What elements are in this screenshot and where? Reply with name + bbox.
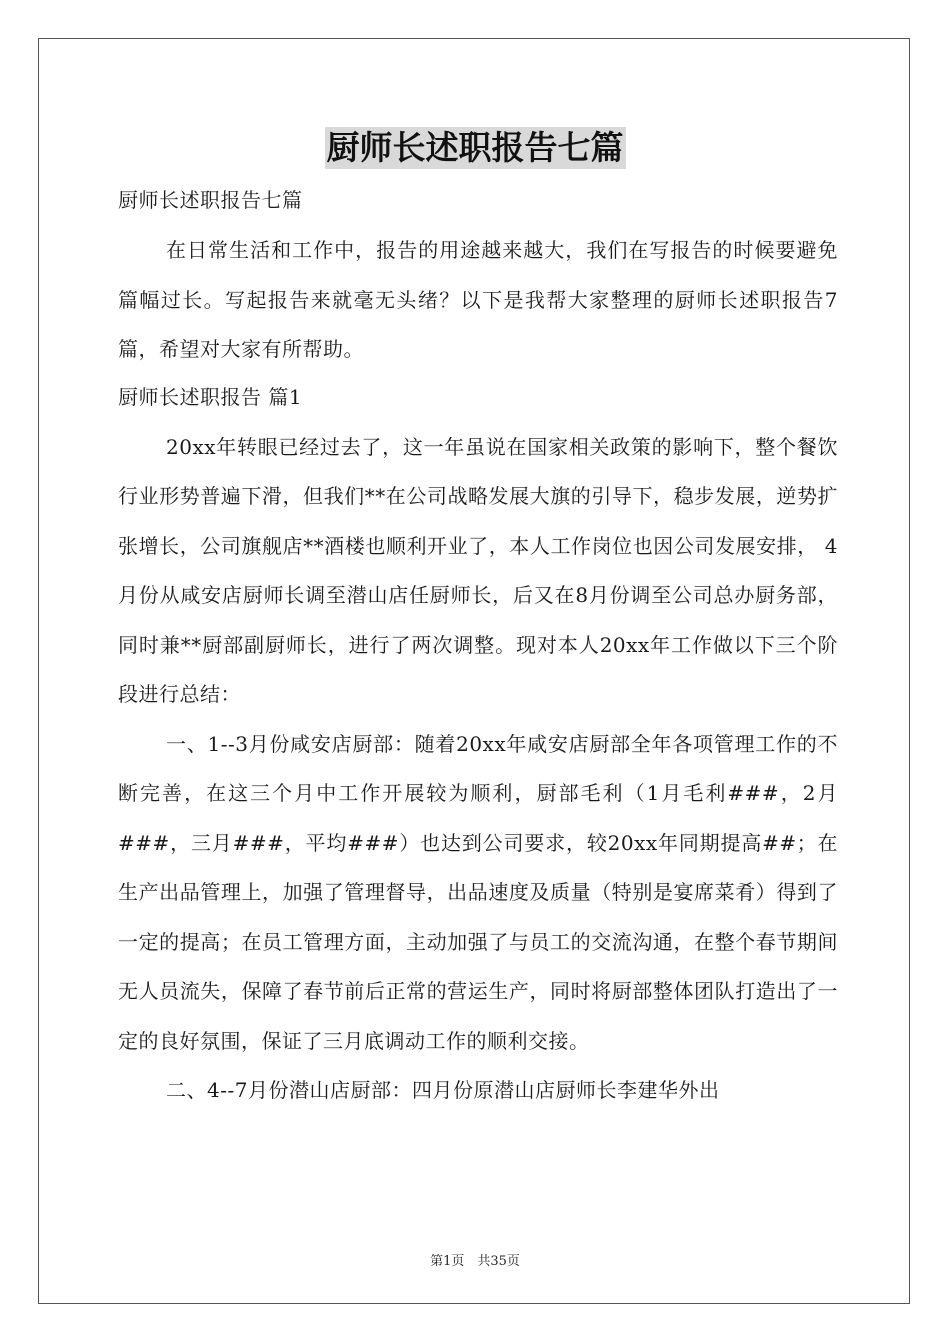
intro-paragraph: 在日常生活和工作中，报告的用途越来越大，我们在写报告的时候要避免篇幅过长。写起报告来就毫无头绪？以下是我帮大家整理的厨师长述职报告7篇，希望对大家有所帮助。 [118, 238, 838, 361]
section-heading: 厨师长述职报告 篇1 [118, 384, 303, 409]
document-subtitle: 厨师长述职报告七篇 [118, 188, 303, 212]
document-title: 厨师长述职报告七篇 [326, 128, 624, 167]
title-area [0, 127, 950, 169]
document-body [118, 178, 838, 1116]
body-paragraph: 二、4--7月份潜山店厨部：四月份原潜山店厨师长李建华外出 [166, 1078, 720, 1102]
body-paragraph: 一、1--3月份咸安店厨部：随着20xx年咸安店厨部全年各项管理工作的不断完善，在这三个月中工作开展较为顺利，厨部毛利（1月毛利###，2月###，三月###，平均###）也达到公司要求，较20xx年同期提高##；在生产出品管理上，加强了管理督导，出品速度及质量（特别是宴席菜肴）得到了一定的提高；在员工管理方面，主动加强了与员工的交流沟通，在整个春节期间无人员流失，保障了春节前后正常的营运生产，同时将厨部整体团队打造出了一定的良好氛围，保证了三月底调动工作的顺利交接。 [118, 731, 838, 1053]
page-footer: 第1页 共35页 [430, 1254, 520, 1269]
body-paragraph: 20xx年转眼已经过去了，这一年虽说在国家相关政策的影响下，整个餐饮行业形势普遍下滑，但我们**在公司战略发展大旗的引导下，稳步发展，逆势扩张增长，公司旗舰店**酒楼也顺利开业了，本人工作岗位也因公司发展安排， 4月份从咸安店厨师长调至潜山店任厨师长，后又在8月份调至公司总办厨务部，同时兼**厨部副厨师长，进行了两次调整。现对本人20xx年工作做以下三个阶段进行总结： [118, 434, 838, 706]
